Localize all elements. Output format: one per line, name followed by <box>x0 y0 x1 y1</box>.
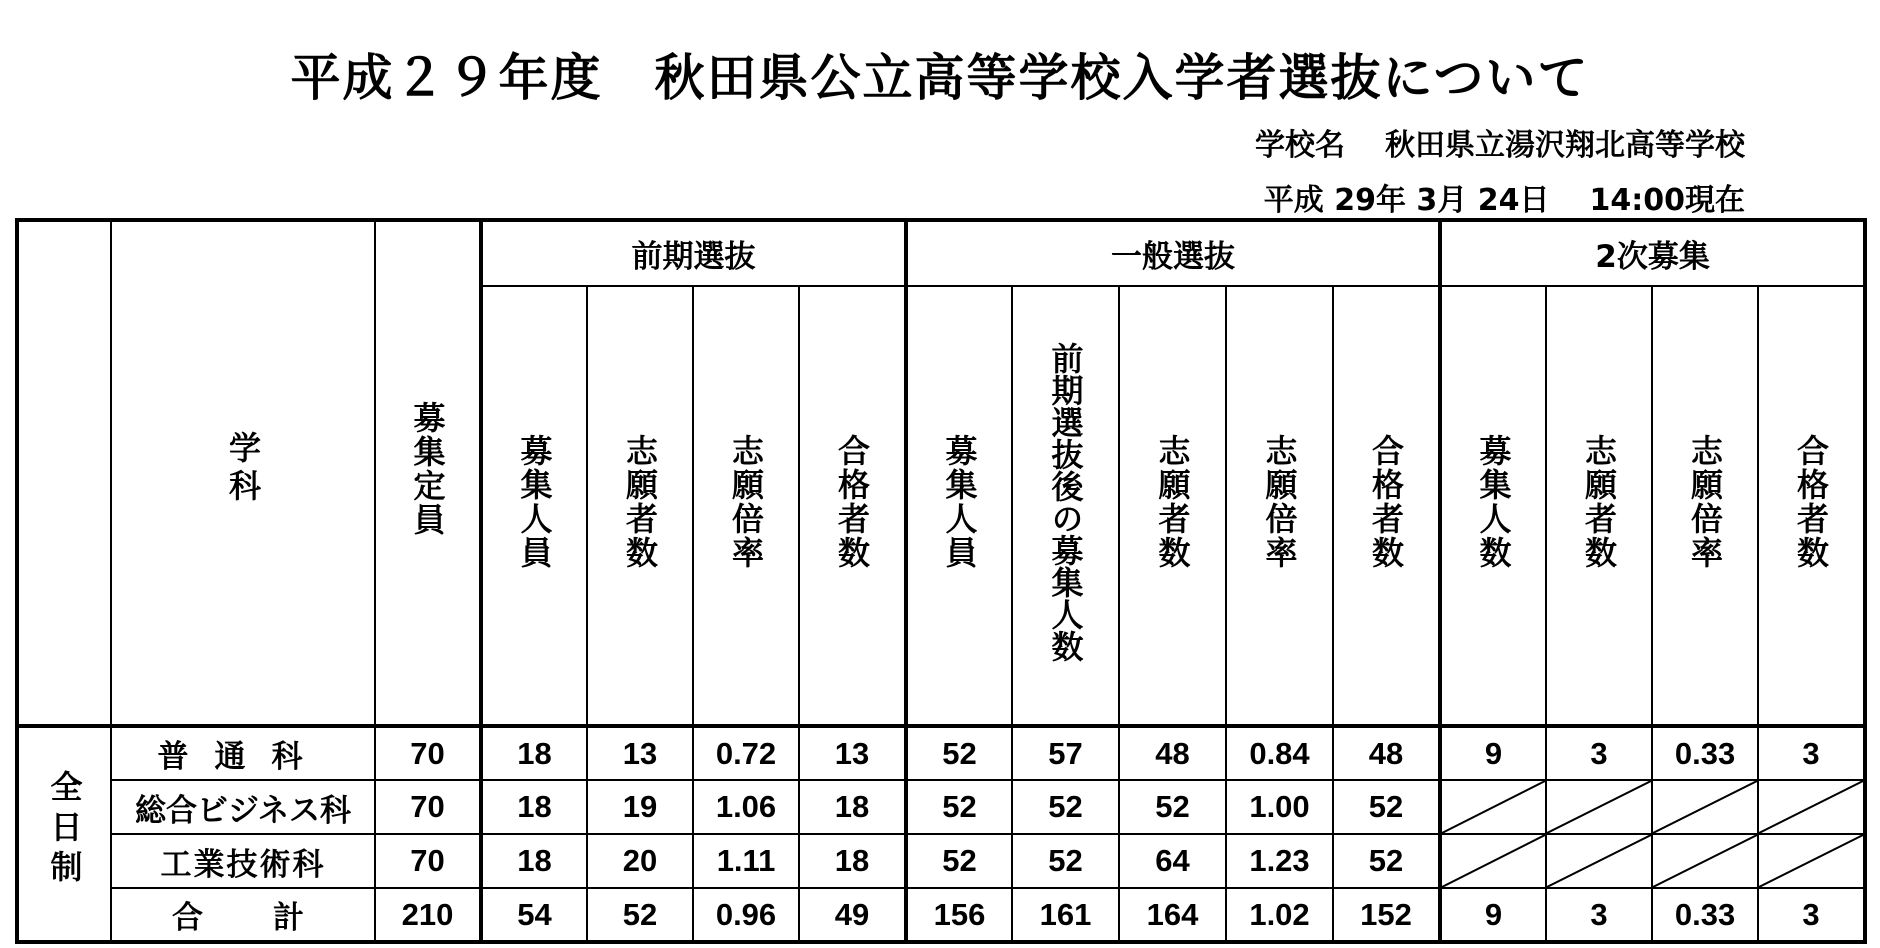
empty-slash-cell <box>1440 780 1546 834</box>
cell-value: 18 <box>481 780 587 834</box>
cell-value: 1.00 <box>1226 780 1333 834</box>
ippan-gokaku-header: 合格者数 <box>1333 286 1440 726</box>
ippan-shigansha-header: 志願者数 <box>1119 286 1226 726</box>
cell-value: 0.72 <box>693 726 799 780</box>
dept-name: 総合ビジネス科 <box>111 780 375 834</box>
cell-value: 57 <box>1012 726 1119 780</box>
empty-slash-cell <box>1652 834 1758 888</box>
cell-value: 3 <box>1546 726 1652 780</box>
empty-slash-cell <box>1546 834 1652 888</box>
header-niji: 2次募集 <box>1440 220 1865 286</box>
cell-value: 1.06 <box>693 780 799 834</box>
cell-value: 52 <box>906 780 1012 834</box>
cell-value: 1.02 <box>1226 888 1333 942</box>
cell-value: 48 <box>1119 726 1226 780</box>
cell-value: 52 <box>1012 834 1119 888</box>
ippan-boshu-header: 募集人員 <box>906 286 1012 726</box>
cell-value: 164 <box>1119 888 1226 942</box>
teiin-value: 210 <box>375 888 481 942</box>
cell-value: 0.96 <box>693 888 799 942</box>
empty-slash-cell <box>1758 780 1865 834</box>
ippan-bairitsu-header: 志願倍率 <box>1226 286 1333 726</box>
cell-value: 52 <box>1333 834 1440 888</box>
niji-bairitsu-header: 志願倍率 <box>1652 286 1758 726</box>
header-gakka: 学科 <box>111 220 375 726</box>
cell-value: 52 <box>906 834 1012 888</box>
cell-value: 3 <box>1758 726 1865 780</box>
cell-value: 3 <box>1758 888 1865 942</box>
dept-name: 工業技術科 <box>111 834 375 888</box>
teiin-value: 70 <box>375 834 481 888</box>
table-row <box>17 780 1865 834</box>
table-row <box>17 726 1865 780</box>
header-zenki: 前期選抜 <box>481 220 906 286</box>
course-type-cell: 全日制 <box>17 726 111 942</box>
cell-value: 3 <box>1546 888 1652 942</box>
cell-value: 1.23 <box>1226 834 1333 888</box>
cell-value: 52 <box>1012 780 1119 834</box>
header-teiin: 募集定員 <box>375 220 481 726</box>
zenki-boshu-header: 募集人員 <box>481 286 587 726</box>
teiin-value: 70 <box>375 780 481 834</box>
cell-value: 54 <box>481 888 587 942</box>
total-label: 合計 <box>111 888 375 942</box>
ippan-zenki-go-header: 前期選抜後の募集人数 <box>1012 286 1119 726</box>
cell-value: 52 <box>906 726 1012 780</box>
cell-value: 152 <box>1333 888 1440 942</box>
admission-table <box>15 218 1867 944</box>
teiin-value: 70 <box>375 726 481 780</box>
page-title: 平成２９年度 秋田県公立高等学校入学者選抜について <box>290 49 1590 107</box>
cell-value: 18 <box>799 834 906 888</box>
cell-value: 156 <box>906 888 1012 942</box>
school-label: 学校名 <box>1255 128 1345 163</box>
header-ippan: 一般選抜 <box>906 220 1440 286</box>
niji-boshu-header: 募集人数 <box>1440 286 1546 726</box>
dept-name: 普通科 <box>111 726 375 780</box>
time-text: 14:00現在 <box>1589 183 1745 218</box>
cell-value: 9 <box>1440 726 1546 780</box>
cell-value: 18 <box>481 726 587 780</box>
zenki-bairitsu-header: 志願倍率 <box>693 286 799 726</box>
cell-value: 161 <box>1012 888 1119 942</box>
zenki-shigansha-header: 志願者数 <box>587 286 693 726</box>
cell-value: 18 <box>799 780 906 834</box>
cell-value: 18 <box>481 834 587 888</box>
cell-value: 0.33 <box>1652 888 1758 942</box>
niji-shigansha-header: 志願者数 <box>1546 286 1652 726</box>
empty-slash-cell <box>1546 780 1652 834</box>
cell-value: 1.11 <box>693 834 799 888</box>
total-row <box>17 888 1865 942</box>
cell-value: 13 <box>587 726 693 780</box>
cell-value: 52 <box>1333 780 1440 834</box>
cell-value: 9 <box>1440 888 1546 942</box>
niji-gokaku-header: 合格者数 <box>1758 286 1865 726</box>
cell-value: 49 <box>799 888 906 942</box>
cell-value: 52 <box>1119 780 1226 834</box>
school-info <box>1255 120 1745 164</box>
cell-value: 52 <box>587 888 693 942</box>
cell-value: 19 <box>587 780 693 834</box>
cell-value: 0.33 <box>1652 726 1758 780</box>
header-row-groups <box>17 220 1865 286</box>
cell-value: 48 <box>1333 726 1440 780</box>
date-text: 平成 29年 3月 24日 <box>1263 183 1550 218</box>
cell-value: 20 <box>587 834 693 888</box>
cell-value: 64 <box>1119 834 1226 888</box>
cell-value: 13 <box>799 726 906 780</box>
empty-slash-cell <box>1440 834 1546 888</box>
zenki-gokaku-header: 合格者数 <box>799 286 906 726</box>
empty-slash-cell <box>1758 834 1865 888</box>
school-name: 秋田県立湯沢翔北高等学校 <box>1385 128 1745 163</box>
empty-slash-cell <box>1652 780 1758 834</box>
corner-cell <box>17 220 111 726</box>
as-of-date <box>1264 175 1745 219</box>
table-row <box>17 834 1865 888</box>
cell-value: 0.84 <box>1226 726 1333 780</box>
